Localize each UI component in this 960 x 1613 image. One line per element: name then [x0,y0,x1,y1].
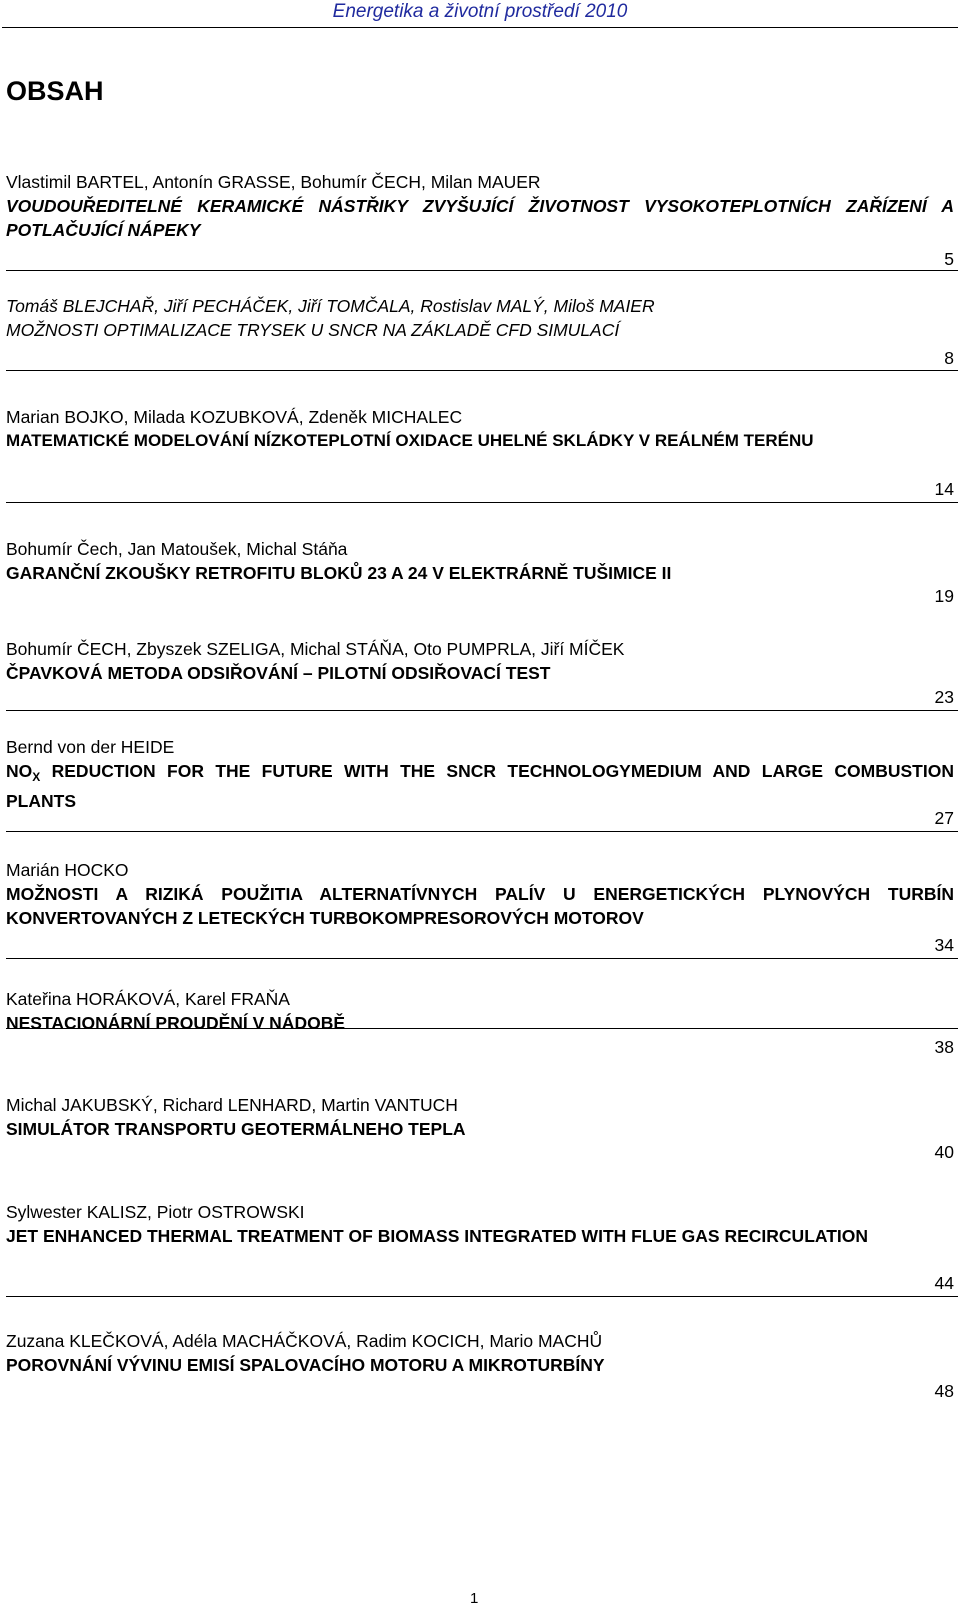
toc-title: OBSAH [6,76,104,106]
entry-page-number: 34 [934,935,954,955]
entry-divider [6,370,958,371]
entry-authors: Michal JAKUBSKÝ, Richard LENHARD, Martin VANTUCH [6,1095,458,1115]
running-header: Energetika a životní prostředí 2010 [332,1,628,22]
toc-entry [6,858,954,930]
toc-entry [6,1329,954,1377]
toc-entry [6,1093,954,1141]
entry-title: ČPAVKOVÁ METODA ODSIŘOVÁNÍ – PILOTNÍ ODSIŘOVACÍ TEST [6,663,551,683]
entry-page-number: 38 [934,1037,954,1057]
entry-authors: Tomáš BLEJCHAŘ, Jiří PECHÁČEK, Jiří TOMČALA, Rostislav MALÝ, Miloš MAIER [6,296,655,316]
entry-page-number: 23 [934,687,954,707]
entry-divider [6,958,958,959]
entry-authors: Marian BOJKO, Milada KOZUBKOVÁ, Zdeněk MICHALEC [6,407,463,427]
entry-authors: Vlastimil BARTEL, Antonín GRASSE, Bohumír ČECH, Milan MAUER [6,172,541,192]
entry-title: MATEMATICKÉ MODELOVÁNÍ NÍZKOTEPLOTNÍ OXIDACE UHELNÉ SKLÁDKY V REÁLNÉM TERÉNU [6,431,814,450]
entry-page-number: 14 [934,479,954,499]
entry-title: SIMULÁTOR TRANSPORTU GEOTERMÁLNEHO TEPLA [6,1119,466,1139]
entry-title: NESTACIONÁRNÍ PROUDĚNÍ V NÁDOBĚ [6,1013,346,1033]
entry-divider [6,1296,958,1297]
entry-page-number: 5 [944,249,954,269]
entry-divider [6,270,958,271]
entry-divider [6,710,958,711]
entry-title-formula: NO [6,761,33,781]
entry-title: GARANČNÍ ZKOUŠKY RETROFITU BLOKŮ 23 A 24 V ELEKTRÁRNĚ TUŠIMICE II [6,563,672,583]
entry-page-number: 27 [934,808,954,828]
entry-authors: Zuzana KLEČKOVÁ, Adéla MACHÁČKOVÁ, Radim KOCICH, Mario MACHŮ [6,1331,603,1351]
entry-divider [6,1028,958,1029]
page-number: 1 [470,1590,479,1607]
entry-authors: Sylwester KALISZ, Piotr OSTROWSKI [6,1202,305,1222]
toc-entry [6,1200,954,1248]
entry-authors: Kateřina HORÁKOVÁ, Karel FRAŇA [6,989,290,1009]
entry-title: POROVNÁNÍ VÝVINU EMISÍ SPALOVACÍHO MOTORU A MIKROTURBÍNY [6,1355,605,1375]
entry-authors: Marián HOCKO [6,860,129,880]
entry-authors: Bohumír ČECH, Zbyszek SZELIGA, Michal STÁŇA, Oto PUMPRLA, Jiří MÍČEK [6,639,625,659]
toc-entry [6,170,954,242]
toc-entry [6,637,954,685]
entry-title [6,759,954,813]
entry-title: MOŽNOSTI A RIZIKÁ POUŽITIA ALTERNATÍVNYCH PALÍV U ENERGETICKÝCH PLYNOVÝCH TURBÍN KONVERTOVANÝCH Z LETECKÝCH TURBOKOMPRESOROVÝCH MOTOROV [6,884,954,928]
entry-title-subscript: X [32,770,41,784]
entry-title: VOUDOUŘEDITELNÉ KERAMICKÉ NÁSTŘIKY ZVYŠUJÍCÍ ŽIVOTNOST VYSOKOTEPLOTNÍCH ZAŘÍZENÍ A POTLAČUJÍCÍ NÁPEKY [6,196,954,240]
entry-page-number: 19 [934,586,954,606]
header-divider [2,27,958,28]
toc-entry [6,405,954,453]
toc-entry [6,735,954,813]
entry-page-number: 44 [934,1273,954,1293]
toc-entry [6,294,954,342]
entry-title: MOŽNOSTI OPTIMALIZACE TRYSEK U SNCR NA ZÁKLADĚ CFD SIMULACÍ [6,320,620,340]
entry-page-number: 8 [944,348,954,368]
entry-divider [6,502,958,503]
entry-authors: Bernd von der HEIDE [6,737,175,757]
toc-entry [6,537,954,585]
entry-divider [6,831,958,832]
entry-authors: Bohumír Čech, Jan Matoušek, Michal Stáňa [6,539,348,559]
entry-title: JET ENHANCED THERMAL TREATMENT OF BIOMASS INTEGRATED WITH FLUE GAS RECIRCULATION [6,1226,869,1246]
entry-page-number: 48 [934,1381,954,1401]
entry-page-number: 40 [934,1142,954,1162]
entry-title-text: REDUCTION FOR THE FUTURE WITH THE SNCR TECHNOLOGYMEDIUM AND LARGE COMBUSTION PLANTS [6,761,954,811]
